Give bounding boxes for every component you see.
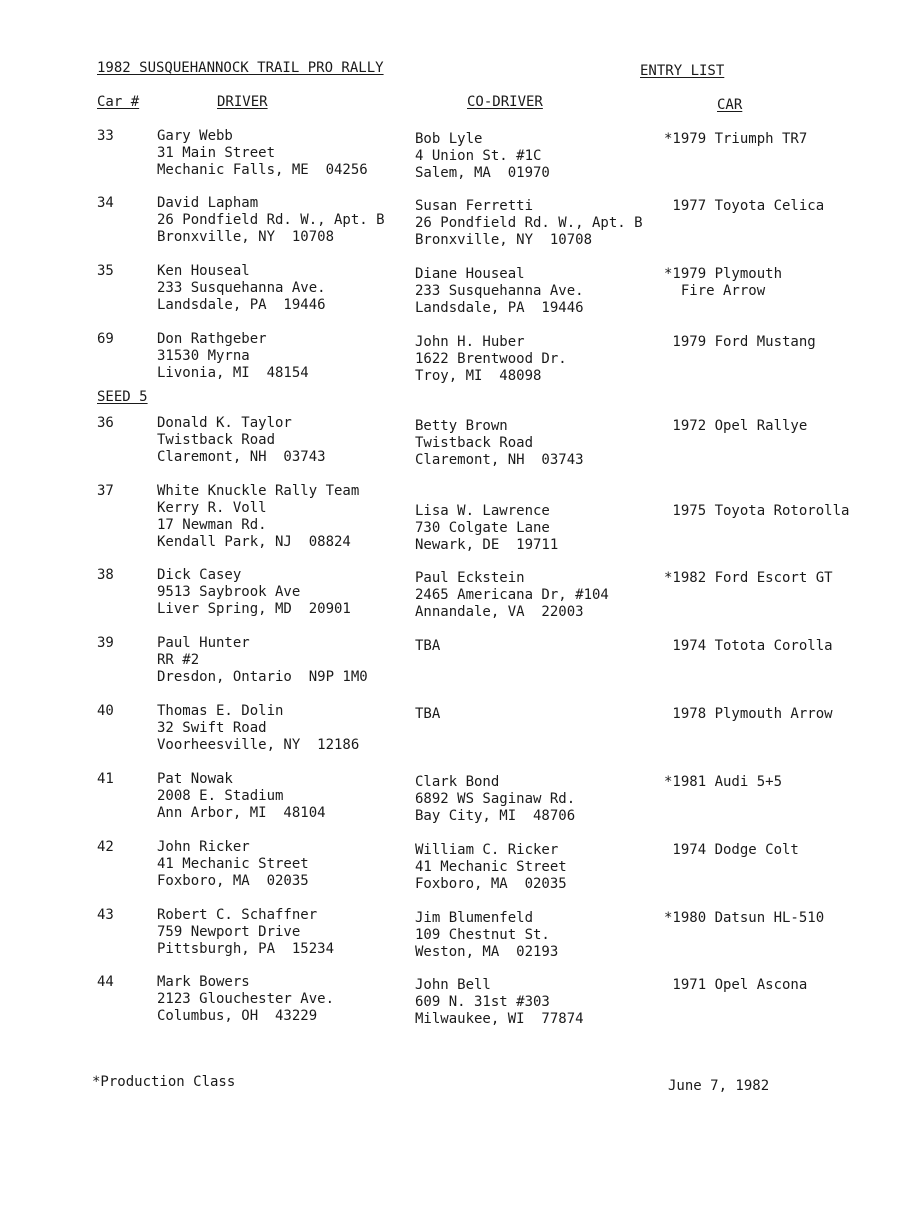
entry-row [0,331,900,391]
codriver-line: Foxboro, MA 02035 [415,876,567,892]
car-block [664,486,849,520]
codriver-line: Annandale, VA 22003 [415,604,584,620]
driver-line: Dick Casey [157,567,242,583]
car-number: 42 [97,839,114,855]
codriver-line: Salem, MA 01970 [415,165,550,181]
driver-line: Bronxville, NY 10708 [157,229,335,245]
entry-row [0,703,900,763]
car-number: 40 [97,703,114,719]
entry-row [0,635,900,695]
seed-label: SEED 5 [97,389,148,405]
car-number: 44 [97,974,114,990]
codriver-line: Bay City, MI 48706 [415,808,576,824]
driver-line: 26 Pondfield Rd. W., Apt. B [157,212,385,228]
driver-line: 17 Newman Rd. [157,517,267,533]
driver-block [157,263,326,314]
entry-row [0,907,900,967]
car-number: 34 [97,195,114,211]
entry-row [0,839,900,899]
codriver-block [415,638,440,655]
car-line: *1981 Audi 5+5 [664,774,783,790]
driver-block [157,635,368,686]
driver-line: 233 Susquehanna Ave. [157,280,326,296]
driver-line: Donald K. Taylor [157,415,292,431]
codriver-line [415,486,558,503]
codriver-line: Weston, MA 02193 [415,944,559,960]
driver-line: 9513 Saybrook Ave [157,584,301,600]
codriver-line: TBA [415,638,441,654]
codriver-line: 109 Chestnut St. [415,927,550,943]
car-block [664,842,799,859]
driver-line: 759 Newport Drive [157,924,301,940]
driver-line: Pat Nowak [157,771,233,787]
driver-line: Ken Houseal [157,263,250,279]
driver-block [157,703,359,754]
driver-block [157,483,359,551]
driver-block [157,567,351,618]
driver-line: Mark Bowers [157,974,250,990]
car-block [664,131,807,148]
driver-block [157,771,326,822]
car-line: 1971 Opel Ascona [664,977,808,993]
entry-list-heading: ENTRY LIST [640,63,725,79]
car-block [664,638,833,655]
entry-row [0,483,900,553]
codriver-line: 730 Colgate Lane [415,520,550,536]
car-number: 39 [97,635,114,651]
car-block [664,774,782,791]
codriver-block [415,198,643,249]
car-block [664,706,833,723]
codriver-line: Newark, DE 19711 [415,537,559,553]
codriver-line: Claremont, NH 03743 [415,452,584,468]
car-number: 43 [97,907,114,923]
driver-line: Mechanic Falls, ME 04256 [157,162,368,178]
codriver-block [415,910,558,961]
driver-line: 32 Swift Road [157,720,267,736]
codriver-block [415,706,440,723]
codriver-line: TBA [415,706,441,722]
car-line: 1974 Dodge Colt [664,842,799,858]
column-header-codriver: CO-DRIVER [467,94,543,110]
codriver-block [415,842,567,893]
driver-line: Claremont, NH 03743 [157,449,326,465]
driver-block [157,331,309,382]
codriver-block [415,570,609,621]
car-line: 1978 Plymouth Arrow [664,706,833,722]
driver-block [157,128,368,179]
driver-line: Kendall Park, NJ 08824 [157,534,351,550]
driver-block [157,974,334,1025]
driver-line: White Knuckle Rally Team [157,483,360,499]
column-header-driver: DRIVER [217,94,268,110]
driver-line: 2123 Glouchester Ave. [157,991,335,1007]
driver-line: Livonia, MI 48154 [157,365,309,381]
codriver-block [415,334,567,385]
driver-block [157,839,309,890]
codriver-line: Landsdale, PA 19446 [415,300,584,316]
car-number: 37 [97,483,114,499]
codriver-line: Diane Houseal [415,266,525,282]
codriver-line: Susan Ferretti [415,198,534,214]
codriver-line: Bronxville, NY 10708 [415,232,593,248]
driver-line: Voorheesville, NY 12186 [157,737,360,753]
driver-line: Dresdon, Ontario N9P 1M0 [157,669,368,685]
driver-line: 2008 E. Stadium [157,788,284,804]
driver-line: Liver Spring, MD 20901 [157,601,351,617]
car-number: 33 [97,128,114,144]
car-line: *1979 Triumph TR7 [664,131,808,147]
driver-line: David Lapham [157,195,259,211]
car-line: 1972 Opel Rallye [664,418,808,434]
codriver-block [415,131,550,182]
car-line: Fire Arrow [664,283,766,299]
car-block [664,418,807,435]
driver-line: Don Rathgeber [157,331,267,347]
driver-line: RR #2 [157,652,200,668]
car-number: 35 [97,263,114,279]
driver-line: Columbus, OH 43229 [157,1008,318,1024]
codriver-block [415,418,584,469]
car-line [664,486,849,503]
driver-line: Landsdale, PA 19446 [157,297,326,313]
codriver-line: Milwaukee, WI 77874 [415,1011,584,1027]
car-line: 1974 Totota Corolla [664,638,833,654]
driver-line: 31530 Myrna [157,348,250,364]
codriver-line: 1622 Brentwood Dr. [415,351,567,367]
car-block [664,910,824,927]
codriver-line: Jim Blumenfeld [415,910,534,926]
driver-line: John Ricker [157,839,250,855]
codriver-line: 6892 WS Saginaw Rd. [415,791,576,807]
codriver-line: 233 Susquehanna Ave. [415,283,584,299]
column-header-car-number: Car # [97,94,140,110]
car-block [664,198,824,215]
codriver-line: John H. Huber [415,334,525,350]
car-block [664,977,807,994]
footnote: *Production Class [92,1074,236,1090]
codriver-block [415,774,575,825]
codriver-line: John Bell [415,977,491,993]
driver-line: Gary Webb [157,128,233,144]
car-number: 69 [97,331,114,347]
driver-line: Robert C. Schaffner [157,907,318,923]
driver-line: Kerry R. Voll [157,500,267,516]
codriver-line: Troy, MI 48098 [415,368,542,384]
codriver-line: 2465 Americana Dr, #104 [415,587,609,603]
codriver-line: Betty Brown [415,418,508,434]
codriver-line: Paul Eckstein [415,570,525,586]
codriver-line: 26 Pondfield Rd. W., Apt. B [415,215,643,231]
driver-line: Foxboro, MA 02035 [157,873,309,889]
car-line: *1982 Ford Escort GT [664,570,833,586]
codriver-block [415,486,558,554]
driver-line: 31 Main Street [157,145,276,161]
driver-line: Paul Hunter [157,635,250,651]
car-line: 1979 Ford Mustang [664,334,816,350]
rally-title: 1982 SUSQUEHANNOCK TRAIL PRO RALLY [97,60,384,76]
codriver-block [415,266,584,317]
codriver-line: 609 N. 31st #303 [415,994,550,1010]
entry-row [0,771,900,831]
driver-line: Ann Arbor, MI 48104 [157,805,326,821]
document-date: June 7, 1982 [668,1078,770,1094]
car-line: 1975 Toyota Rotorolla [664,503,850,519]
car-block [664,266,782,300]
codriver-line: William C. Ricker [415,842,559,858]
entry-row [0,415,900,475]
car-block [664,570,833,587]
driver-line: Pittsburgh, PA 15234 [157,941,335,957]
car-block [664,334,816,351]
car-line: 1977 Toyota Celica [664,198,825,214]
entry-row [0,128,900,188]
codriver-line: Twistback Road [415,435,534,451]
driver-line: Twistback Road [157,432,276,448]
car-number: 41 [97,771,114,787]
codriver-line: 41 Mechanic Street [415,859,567,875]
driver-line: 41 Mechanic Street [157,856,309,872]
car-number: 38 [97,567,114,583]
column-header-car: CAR [717,97,743,113]
driver-block [157,195,385,246]
driver-block [157,907,334,958]
codriver-line: Bob Lyle [415,131,483,147]
codriver-line: Lisa W. Lawrence [415,503,550,519]
car-number: 36 [97,415,114,431]
codriver-line: Clark Bond [415,774,500,790]
driver-block [157,415,326,466]
car-line: *1979 Plymouth [664,266,783,282]
entry-row [0,195,900,255]
entry-row [0,974,900,1034]
codriver-block [415,977,584,1028]
codriver-line: 4 Union St. #1C [415,148,542,164]
driver-line: Thomas E. Dolin [157,703,284,719]
entry-row [0,263,900,323]
entry-row [0,567,900,627]
car-line: *1980 Datsun HL-510 [664,910,825,926]
